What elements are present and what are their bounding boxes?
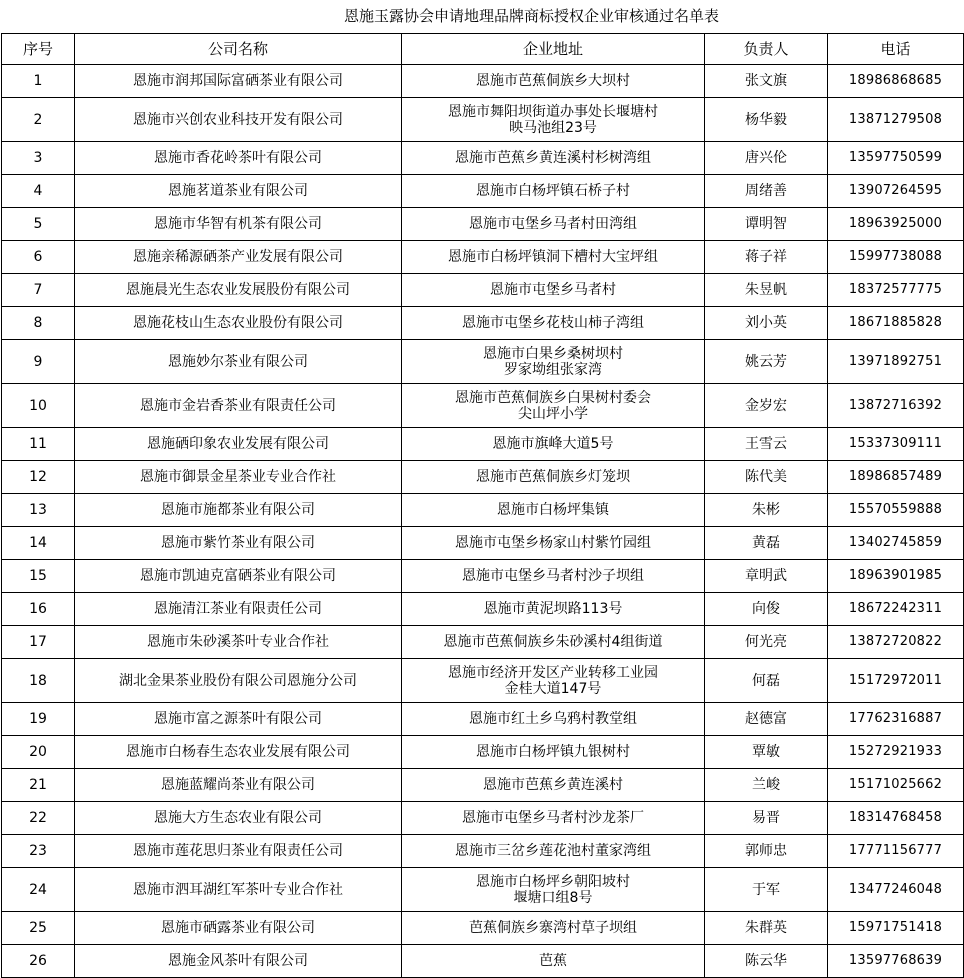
row-phone: 13597768639	[828, 945, 964, 978]
row-person: 刘小英	[705, 307, 828, 340]
row-person: 蒋子祥	[705, 241, 828, 274]
header-row	[2, 34, 964, 65]
table-row	[2, 626, 964, 659]
row-no: 17	[2, 626, 75, 659]
row-no: 10	[2, 384, 75, 428]
row-address	[402, 626, 705, 659]
row-company: 恩施清江茶业有限责任公司	[75, 593, 402, 626]
row-address-line: 恩施市屯堡乡花枝山柿子湾组	[462, 315, 644, 331]
row-no: 16	[2, 593, 75, 626]
row-company: 恩施市香花岭茶叶有限公司	[75, 142, 402, 175]
row-address-line: 堰塘口组8号	[513, 889, 593, 906]
row-phone: 17762316887	[828, 703, 964, 736]
row-address-line: 恩施市白果乡桑树坝村	[483, 345, 623, 362]
row-person: 姚云芳	[705, 340, 828, 384]
row-company: 恩施妙尔茶业有限公司	[75, 340, 402, 384]
row-address-line: 映马池组23号	[509, 119, 597, 136]
row-no: 21	[2, 769, 75, 802]
row-company: 恩施花枝山生态农业股份有限公司	[75, 307, 402, 340]
row-person: 朱昱帆	[705, 274, 828, 307]
row-company: 恩施硒印象农业发展有限公司	[75, 428, 402, 461]
row-address	[402, 494, 705, 527]
row-address-line: 罗家坳组张家湾	[504, 361, 602, 378]
row-company: 恩施市朱砂溪茶叶专业合作社	[75, 626, 402, 659]
row-company: 恩施亲稀源硒茶产业发展有限公司	[75, 241, 402, 274]
row-no: 23	[2, 835, 75, 868]
row-phone: 15971751418	[828, 912, 964, 945]
row-person: 黄磊	[705, 527, 828, 560]
row-company: 恩施大方生态农业有限公司	[75, 802, 402, 835]
row-address	[402, 65, 705, 98]
header-person: 负责人	[705, 34, 828, 65]
row-address-line: 金桂大道147号	[504, 680, 602, 697]
row-no: 24	[2, 868, 75, 912]
row-no: 25	[2, 912, 75, 945]
row-phone: 18372577775	[828, 274, 964, 307]
row-company: 湖北金果茶业股份有限公司恩施分公司	[75, 659, 402, 703]
row-address	[402, 98, 705, 142]
row-person: 张文旗	[705, 65, 828, 98]
row-phone: 15272921933	[828, 736, 964, 769]
row-phone: 15172972011	[828, 659, 964, 703]
table-row	[2, 835, 964, 868]
row-no: 9	[2, 340, 75, 384]
row-company: 恩施蓝耀尚茶业有限公司	[75, 769, 402, 802]
row-person: 兰峻	[705, 769, 828, 802]
table-row	[2, 659, 964, 703]
row-address-line: 恩施市旗峰大道5号	[492, 436, 614, 452]
row-phone: 15337309111	[828, 428, 964, 461]
row-company: 恩施市施都茶业有限公司	[75, 494, 402, 527]
row-company: 恩施茗道茶业有限公司	[75, 175, 402, 208]
header-phone: 电话	[828, 34, 964, 65]
row-address	[402, 175, 705, 208]
row-company: 恩施市兴创农业科技开发有限公司	[75, 98, 402, 142]
row-address-line: 芭蕉	[539, 953, 567, 969]
row-address-line: 恩施市芭蕉侗族乡白果树村委会	[455, 389, 651, 406]
table-row	[2, 274, 964, 307]
row-company: 恩施市御景金星茶业专业合作社	[75, 461, 402, 494]
row-phone: 15570559888	[828, 494, 964, 527]
row-person: 陈云华	[705, 945, 828, 978]
row-company: 恩施市硒露茶业有限公司	[75, 912, 402, 945]
row-phone: 13907264595	[828, 175, 964, 208]
row-address-line: 尖山坪小学	[518, 405, 588, 422]
row-address	[402, 384, 705, 428]
row-address-line: 恩施市屯堡乡马者村	[490, 282, 616, 298]
row-phone: 18986868685	[828, 65, 964, 98]
row-person: 章明武	[705, 560, 828, 593]
row-address	[402, 769, 705, 802]
row-no: 2	[2, 98, 75, 142]
row-phone: 15997738088	[828, 241, 964, 274]
row-no: 22	[2, 802, 75, 835]
row-address-line: 恩施市屯堡乡马者村田湾组	[469, 216, 637, 232]
row-company: 恩施晨光生态农业发展股份有限公司	[75, 274, 402, 307]
table-row	[2, 769, 964, 802]
table-row	[2, 560, 964, 593]
row-no: 11	[2, 428, 75, 461]
row-no: 5	[2, 208, 75, 241]
table-row	[2, 494, 964, 527]
row-phone: 13597750599	[828, 142, 964, 175]
row-no: 12	[2, 461, 75, 494]
row-phone: 15171025662	[828, 769, 964, 802]
row-address	[402, 659, 705, 703]
row-person: 覃敏	[705, 736, 828, 769]
row-address-line: 芭蕉侗族乡寨湾村草子坝组	[469, 920, 637, 936]
row-no: 7	[2, 274, 75, 307]
table-row	[2, 384, 964, 428]
row-person: 朱彬	[705, 494, 828, 527]
table-row	[2, 241, 964, 274]
row-company: 恩施市泗耳湖红军茶叶专业合作社	[75, 868, 402, 912]
row-phone: 18314768458	[828, 802, 964, 835]
header-company: 公司名称	[75, 34, 402, 65]
row-person: 于军	[705, 868, 828, 912]
row-company: 恩施市华智有机茶有限公司	[75, 208, 402, 241]
table-row	[2, 175, 964, 208]
row-person: 赵德富	[705, 703, 828, 736]
row-address	[402, 593, 705, 626]
header-address: 企业地址	[402, 34, 705, 65]
row-person: 陈代美	[705, 461, 828, 494]
table-row	[2, 208, 964, 241]
row-phone: 18963901985	[828, 560, 964, 593]
table-row	[2, 868, 964, 912]
row-company: 恩施市凯迪克富硒茶业有限公司	[75, 560, 402, 593]
row-address-line: 恩施市白杨坪镇洞下槽村大宝坪组	[448, 249, 658, 265]
row-address-line: 恩施市芭蕉侗族乡朱砂溪村4组街道	[443, 634, 663, 650]
row-no: 3	[2, 142, 75, 175]
row-person: 易晋	[705, 802, 828, 835]
row-address-line: 恩施市白杨坪镇石桥子村	[476, 183, 630, 199]
row-phone: 18986857489	[828, 461, 964, 494]
row-address	[402, 307, 705, 340]
row-phone: 18672242311	[828, 593, 964, 626]
row-address	[402, 835, 705, 868]
table-row	[2, 736, 964, 769]
row-person: 杨华毅	[705, 98, 828, 142]
table-row	[2, 98, 964, 142]
row-person: 金岁宏	[705, 384, 828, 428]
table-row	[2, 340, 964, 384]
row-address	[402, 736, 705, 769]
table-row	[2, 703, 964, 736]
row-address-line: 恩施市白杨坪乡朝阳坡村	[476, 873, 630, 890]
row-no: 13	[2, 494, 75, 527]
row-no: 26	[2, 945, 75, 978]
row-company: 恩施市紫竹茶业有限公司	[75, 527, 402, 560]
row-address-line: 恩施市芭蕉侗族乡灯笼坝	[476, 469, 630, 485]
row-phone: 13477246048	[828, 868, 964, 912]
row-no: 18	[2, 659, 75, 703]
row-person: 周绪善	[705, 175, 828, 208]
row-no: 19	[2, 703, 75, 736]
row-address	[402, 527, 705, 560]
row-company: 恩施金风茶叶有限公司	[75, 945, 402, 978]
row-company: 恩施市白杨春生态农业发展有限公司	[75, 736, 402, 769]
row-person: 何光亮	[705, 626, 828, 659]
row-address-line: 恩施市三岔乡莲花池村董家湾组	[455, 843, 651, 859]
row-address	[402, 274, 705, 307]
header-no: 序号	[2, 34, 75, 65]
row-address	[402, 241, 705, 274]
row-address-line: 恩施市白杨坪集镇	[497, 502, 609, 518]
row-address	[402, 912, 705, 945]
row-phone: 13402745859	[828, 527, 964, 560]
row-address-line: 恩施市屯堡乡马者村沙子坝组	[462, 568, 644, 584]
row-address-line: 恩施市黄泥坝路113号	[483, 601, 623, 617]
row-phone: 17771156777	[828, 835, 964, 868]
approved-companies-table	[1, 33, 964, 978]
row-address-line: 恩施市屯堡乡马者村沙龙茶厂	[462, 810, 644, 826]
row-no: 4	[2, 175, 75, 208]
row-address	[402, 802, 705, 835]
row-person: 谭明智	[705, 208, 828, 241]
row-address-line: 恩施市芭蕉乡黄连溪村	[483, 777, 623, 793]
row-address	[402, 340, 705, 384]
table-row	[2, 593, 964, 626]
table-row	[2, 461, 964, 494]
row-address-line: 恩施市红土乡乌鸦村教堂组	[469, 711, 637, 727]
row-person: 朱群英	[705, 912, 828, 945]
row-no: 1	[2, 65, 75, 98]
row-person: 向俊	[705, 593, 828, 626]
row-phone: 13871279508	[828, 98, 964, 142]
row-phone: 13971892751	[828, 340, 964, 384]
row-company: 恩施市富之源茶叶有限公司	[75, 703, 402, 736]
row-address	[402, 461, 705, 494]
row-address-line: 恩施市白杨坪镇九银树村	[476, 744, 630, 760]
row-address-line: 恩施市经济开发区产业转移工业园	[448, 664, 658, 681]
table-row	[2, 65, 964, 98]
row-company: 恩施市润邦国际富硒茶业有限公司	[75, 65, 402, 98]
row-address-line: 恩施市芭蕉侗族乡大坝村	[476, 73, 630, 89]
page-title: 恩施玉露协会申请地理品牌商标授权企业审核通过名单表	[344, 7, 720, 25]
row-address	[402, 703, 705, 736]
row-address	[402, 142, 705, 175]
table-row	[2, 912, 964, 945]
row-company: 恩施市金岩香茶业有限责任公司	[75, 384, 402, 428]
row-no: 15	[2, 560, 75, 593]
row-person: 王雪云	[705, 428, 828, 461]
row-address-line: 恩施市舞阳坝街道办事处长堰塘村	[448, 103, 658, 120]
row-person: 郭师忠	[705, 835, 828, 868]
table-row	[2, 527, 964, 560]
row-address	[402, 208, 705, 241]
row-address	[402, 560, 705, 593]
row-phone: 13872716392	[828, 384, 964, 428]
row-person: 何磊	[705, 659, 828, 703]
table-row	[2, 142, 964, 175]
row-address	[402, 868, 705, 912]
row-phone: 18671885828	[828, 307, 964, 340]
table-row	[2, 802, 964, 835]
row-phone: 13872720822	[828, 626, 964, 659]
row-company: 恩施市莲花思归茶业有限责任公司	[75, 835, 402, 868]
table-row	[2, 428, 964, 461]
row-phone: 18963925000	[828, 208, 964, 241]
row-address-line: 恩施市芭蕉乡黄连溪村杉树湾组	[455, 150, 651, 166]
row-address-line: 恩施市屯堡乡杨家山村紫竹园组	[455, 535, 651, 551]
row-no: 14	[2, 527, 75, 560]
row-no: 20	[2, 736, 75, 769]
row-no: 6	[2, 241, 75, 274]
row-address	[402, 428, 705, 461]
row-no: 8	[2, 307, 75, 340]
table-row	[2, 307, 964, 340]
row-person: 唐兴伦	[705, 142, 828, 175]
